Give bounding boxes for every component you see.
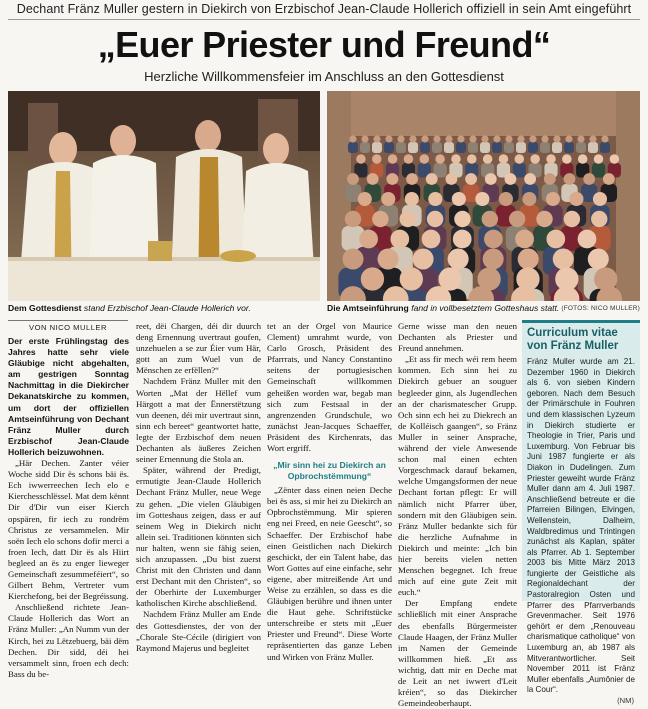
photo-credit: (FOTOS: NICO MULLER) [561,305,640,312]
article-column-1 [8,336,129,680]
caption-right: Die Amtseinführung fand in vollbesetztem Gotteshaus statt. [327,303,560,313]
article-paragraph: tet an der Orgel von Maurice Clement) umrahmt wurde, von Carlo Grosch, Präsident des Pfarrrats, und Nancy Constantino seitens der portugiesischen Gemeinschaft willkommen geheißen worden war, begab man sich zum Festsaal in der angrenzenden Grundschule, wo zunächst Jean-Jacques Schaeffer, Präsident des Kirchenrats, das Wort ergriff. [267,321,392,454]
article-paragraph: „Här Dechen. Zanter véier Woche sidd Dir ës schons bäi ës. Ech iwwerreechen Iech elo e Kierchesschlëssel. Mat dem kënnt Dir d'Dir vun eiser Kierch opspären, fir iech zu rondrëm Christus ze versammelen. Mir soën Iech elo schons dofir merci a froen Iech, datt Dir ës als Hiirt begleed an ës zu enger lieweger Gemeinschaft zesummeféiert“, so Gilbert Behm, Vertreter vum Kierchefong, bei der Begréissung. [8,458,129,602]
sidebar-title: Curriculum vitae von Fränz Muller [527,327,619,352]
article-paragraph: Später, während der Predigt, ermutigte Jean-Claude Hollerich Dechant Fränz Muller, neue Wege zu gehen. „Die vielen Gläubigen im Gotteshaus zeigen, dass er auf seinem Weg in Diekirch nicht allein sei. Traditionen könnten sich nur halten, wenn sie fähig seien, sich anzupassen. „Du bist zuerst Christ mit den Christen und dann erst Dechant mit den Christen“, so der Oberhirte der Luxemburger katholischen Kirche abschließend. [136,465,261,609]
caption-left: Dem Gottesdienst stand Erzbischof Jean-Claude Hollerich vor. [8,303,251,313]
kicker-divider [8,19,640,20]
subheadline: Herzliche Willkommensfeier im Anschluss an den Gottesdienst [144,69,504,84]
article-intertitle: „Mir sinn hei zu Diekirch an Opbrochstëmmung“ [273,460,386,481]
byline-divider [8,320,128,321]
article-column-2 [136,321,261,654]
article-paragraph: Anschließend richtete Jean-Claude Hollerich das Wort an Fränz Muller: „An Numm vun der Kirch, hei zu Lëtzebuerg, bäi dëm Dechen. Dir sidd, déi hei versammelt sinn, froen ech dech: Bass du be- [8,602,129,679]
article-paragraph: Gerne wisse man den neuen Dechanten als Priester und Freund annehmen. [398,321,517,354]
sidebar-body: Fränz Muller wurde am 21. Dezember 1960 in Diekirch als 6. von sieben Kindern geboren. Nach dem Besuch der Primärschule in Fouhren und dem klassischen Lyzeum in Diekirch studierte er Theologie in Trier, Paris und Luxemburg. Von Februar bis Juni 1987 fungierte er als Diakon in Dudelingen. Zum Priester geweiht wurde Fränz Muller dann am 4. Juli 1987. Anschließend betreute er die Pfarreien Bilingen, Elvingen, Wellenstein, Dalheim, Waldbredimus und Trintingen zunächst als Kaplan, später als Pfarrer. Ab 1. September 2003 bis Mitte März 2013 fungierte der Geistliche als Regionaldechant der Pastoralregion Osten und Pfarrer des Pfarrverbands Grevenmacher. Seit 1976 gehört er dem „Renouveau charismatique catholique“ von Luxemburg an, ab 1987 als Mitverantwortlicher. Seit November 2011 ist Fränz Muller ebenfalls „Aumônier de la Cour“. [527,357,635,695]
photo-congregation [327,91,640,301]
headline: „Euer Priester und Freund“ [97,24,551,65]
article-paragraph: Nachdem Fränz Muller am Ende des Gottesdienstes, der von der „Chorale Ste-Cécile (dirigiert von Raymond Majerus und begleitet [136,609,261,653]
photo-altar-ceremony [8,91,320,301]
article-lead: Der erste Frühlingstag des Jahres hatte sehr viele Gläubige nicht abgehalten, am gestrigen Sonntag Nachmittag in die Diekircher Dekanatskirche zu kommen, um dort der offiziellen Amtseinführung von Dechant Fränz Muller durch Erzbischof Jean-Claude Hollerich beizuwohnen. [8,336,129,457]
article-paragraph: „Zënter dass einen neien Deche bei ës ass, si mir hei zu Diekirch an Opbrochstëmmung. Mir spieren eng nei Freed, en neie Geescht“, so Schaeffer. Der Erzbischof habe einen Geistlichen nach Diekirch geschickt, der ein Talent habe, das Wort Gottes auf eine einfache, sehr eigene, aber mitreißende Art und Weise zu erzählen, so dass es die Gläubigen berühre und ihnen unter die Haut gehe. Schriftstücke unterschreibe er stets mit „Euer Priester und Freund“. Diese Worte repräsentierten das ganze Leben und Wirken von Fränz Muller. [267,485,392,662]
kicker: Dechant Fränz Muller gestern in Diekirch von Erzbischof Jean-Claude Hollerich offiziell in sein Amt eingeführt [16,2,632,16]
sidebar-signature: (NM) [617,696,634,705]
article-column-4 [398,321,517,709]
article-paragraph: Der Empfang endete schließlich mit einer Ansprache des ebenfalls Bürgermeister Claude Haagen, der Fränz Muller im Namen der Gemeinde willkommen hieß. „Et ass wichtig, datt mir en Deche mat de Leit an net iwwert d'Leit kréien“, so das Diekircher Gemeindeoberhaupt. [398,598,517,709]
cv-sidebar [522,320,640,705]
article-paragraph: reet, dëi Chargen, déi dir duurch deng Ernennung uvertraut goufen, unzehuelen a se zur Éier vum Här, gott an zum Wuel vun de Mënschen ze erfëllen?“ [136,321,261,376]
byline: VON NICO MULLER [29,323,107,332]
article-paragraph: „Et ass fir mech wéi rem heem kommen. Ech sinn hei zu Diekirch gebuer an souguer begleeder ginn, als Jugendlechen an der charismatescher Grupp. Och sinn ech hei zu Diekrech an de Kolléisch gaangen“, so Fränz Muller in seiner Ansprache, während der viele Anwesende schon mal einen echten Vorgeschmack darauf bekamen, welche Umgangsformen der neue Dechant fortan pflegt: Er will nämlich nicht Pfarrer über, sondern mit den Gläubigen sein. Fränz Muller bedankte sich für die herzliche Aufnahme in Diekirch und meinte: „Ich bin hier bereits vielen netten Menschen begegnet. Ich freue mich auf eine gute Zeit mit euch.“ [398,354,517,598]
article-paragraph: Nachdem Fränz Muller mit den Worten „Mat der Hëllef vum Härgott a mat der Ënnerstëtzung vun deenen, déi mir uvertraut sinn, sinn ech bereet“ geantwortet hatte, legte der Erzbischof dem neuen Dechanten als äußeres Zeichen seiner Ernennung die Stola an. [136,376,261,465]
article-column-3 [267,321,392,663]
